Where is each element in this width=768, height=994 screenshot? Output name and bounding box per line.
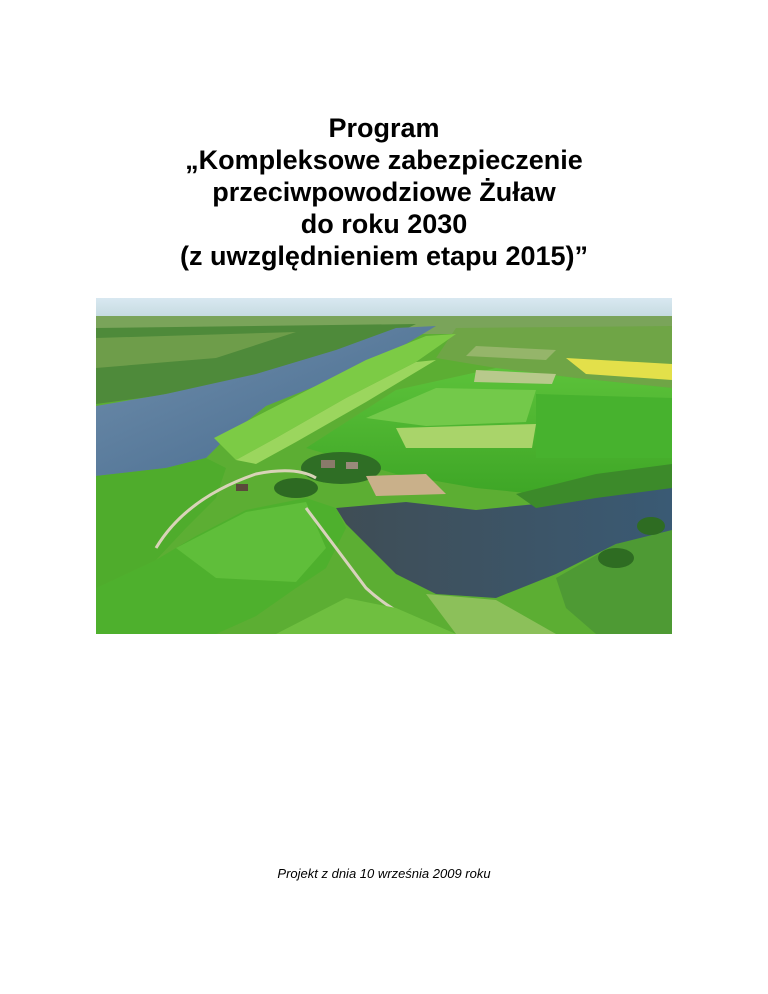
aerial-river-photo <box>96 298 672 634</box>
project-date-note: Projekt z dnia 10 września 2009 roku <box>277 866 491 881</box>
document-title <box>0 112 768 272</box>
title-line-program: Program <box>328 113 440 143</box>
aerial-photo-illustration <box>96 298 672 634</box>
title-line-kompleksowe: „Kompleksowe zabezpieczenie <box>185 145 583 175</box>
title-line-przeciwpowodziowe: przeciwpowodziowe Żuław <box>212 177 556 207</box>
title-line-year: do roku 2030 <box>300 209 468 239</box>
title-line-stage: (z uwzględnieniem etapu 2015)” <box>179 241 589 271</box>
